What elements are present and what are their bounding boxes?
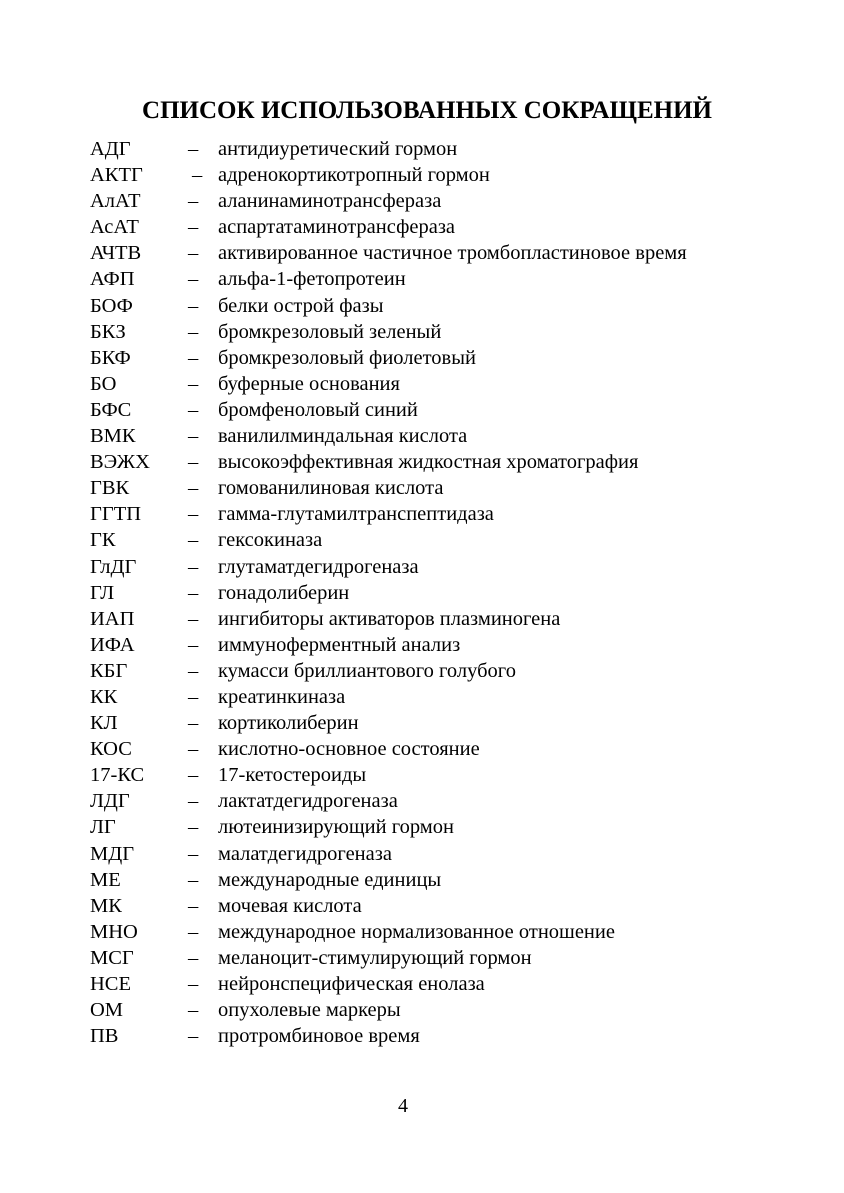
abbreviation-entry	[90, 867, 780, 893]
abbreviation-entry	[90, 788, 780, 814]
abbreviation-term: ГВК	[90, 477, 130, 500]
abbreviation-definition: международное нормализованное отношение	[218, 920, 615, 943]
abbreviation-term: ВМК	[90, 425, 136, 448]
abbreviation-definition: мочевая кислота	[218, 894, 362, 917]
abbreviation-term: АКТГ	[90, 164, 143, 187]
abbreviation-entry	[90, 893, 780, 919]
abbreviation-dash: –	[188, 398, 199, 421]
abbreviation-term: МНО	[90, 920, 138, 943]
abbreviation-definition: гамма-глутамилтранспептидаза	[218, 503, 494, 526]
abbreviation-dash: –	[188, 738, 199, 761]
abbreviation-entry	[90, 501, 780, 527]
abbreviation-term: ОМ	[90, 999, 124, 1022]
abbreviation-entry	[90, 214, 780, 240]
abbreviation-definition: 17-кетостероиды	[218, 764, 367, 787]
abbreviation-definition: белки острой фазы	[218, 294, 384, 317]
abbreviation-term: МК	[90, 894, 122, 917]
abbreviation-definition: международные единицы	[218, 868, 442, 891]
abbreviation-term: АсАТ	[90, 216, 139, 239]
abbreviation-dash: –	[188, 425, 199, 448]
abbreviation-dash: –	[188, 477, 199, 500]
abbreviation-definition: иммуноферментный анализ	[218, 633, 461, 656]
abbreviation-dash: –	[188, 1025, 199, 1048]
abbreviation-dash: –	[188, 842, 199, 865]
abbreviation-entry	[90, 293, 780, 319]
abbreviation-dash: –	[188, 790, 199, 813]
abbreviation-term: АФП	[90, 268, 135, 291]
abbreviation-entry	[90, 632, 780, 658]
abbreviation-dash: –	[188, 946, 199, 969]
abbreviation-entry	[90, 658, 780, 684]
abbreviation-entry	[90, 240, 780, 266]
abbreviation-entry	[90, 814, 780, 840]
abbreviation-entry	[90, 397, 780, 423]
abbreviation-definition: опухолевые маркеры	[218, 999, 401, 1022]
abbreviation-term: БКФ	[90, 346, 131, 369]
abbreviation-dash: –	[188, 868, 199, 891]
abbreviation-definition: буферные основания	[218, 372, 400, 395]
abbreviation-definition: ванилилминдальная кислота	[218, 425, 468, 448]
abbreviation-term: КЛ	[90, 712, 118, 735]
abbreviation-dash: –	[192, 164, 203, 187]
abbreviation-dash: –	[188, 451, 199, 474]
abbreviation-term: БКЗ	[90, 320, 126, 343]
abbreviation-dash: –	[188, 607, 199, 630]
abbreviation-dash: –	[188, 659, 199, 682]
abbreviation-term: БОФ	[90, 294, 133, 317]
abbreviation-dash: –	[188, 529, 199, 552]
abbreviation-definition: кумасси бриллиантового голубого	[218, 659, 516, 682]
abbreviation-dash: –	[188, 764, 199, 787]
abbreviation-dash: –	[188, 999, 199, 1022]
abbreviation-term: ГлДГ	[90, 555, 137, 578]
abbreviation-term: ИФА	[90, 633, 135, 656]
abbreviation-entry	[90, 319, 780, 345]
abbreviation-definition: лютеинизирующий гормон	[218, 816, 454, 839]
abbreviation-entry	[90, 188, 780, 214]
abbreviation-definition: бромкрезоловый зеленый	[218, 320, 442, 343]
page-title: СПИСОК ИСПОЛЬЗОВАННЫХ СОКРАЩЕНИЙ	[142, 96, 712, 124]
abbreviation-definition: кортиколиберин	[218, 712, 359, 735]
abbreviation-definition: лактатдегидрогеназа	[218, 790, 398, 813]
abbreviation-entry	[90, 266, 780, 292]
abbreviation-term: КК	[90, 685, 118, 708]
abbreviation-definition: антидиуретический гормон	[218, 138, 458, 160]
abbreviation-definition: альфа-1-фетопротеин	[218, 268, 406, 291]
abbreviation-entry	[90, 841, 780, 867]
abbreviation-dash: –	[188, 216, 199, 239]
abbreviation-term: АДГ	[90, 138, 131, 160]
abbreviation-definition: гексокиназа	[218, 529, 323, 552]
abbreviation-dash: –	[188, 138, 199, 160]
abbreviation-list	[90, 136, 780, 1049]
abbreviation-term: ЛДГ	[90, 790, 130, 813]
abbreviation-term: БО	[90, 372, 117, 395]
abbreviation-dash: –	[188, 816, 199, 839]
abbreviation-definition: бромкрезоловый фиолетовый	[218, 346, 476, 369]
abbreviation-definition: креатинкиназа	[218, 685, 346, 708]
abbreviation-dash: –	[188, 555, 199, 578]
abbreviation-definition: аспартатаминотрансфераза	[218, 216, 456, 239]
abbreviation-definition: малатдегидрогеназа	[218, 842, 392, 865]
abbreviation-entry	[90, 997, 780, 1023]
abbreviation-entry	[90, 449, 780, 475]
abbreviation-entry	[90, 1023, 780, 1049]
abbreviation-definition: адренокортикотропный гормон	[218, 164, 490, 187]
abbreviation-entry	[90, 710, 780, 736]
abbreviation-entry	[90, 345, 780, 371]
abbreviation-term: 17-КС	[90, 764, 145, 787]
abbreviation-entry	[90, 162, 780, 188]
abbreviation-entry	[90, 762, 780, 788]
abbreviation-term: ИАП	[90, 607, 135, 630]
abbreviation-entry	[90, 423, 780, 449]
abbreviation-entry	[90, 736, 780, 762]
abbreviation-definition: бромфеноловый синий	[218, 398, 418, 421]
abbreviation-definition: гомованилиновая кислота	[218, 477, 444, 500]
abbreviation-entry	[90, 684, 780, 710]
abbreviation-definition: протромбиновое время	[218, 1025, 420, 1048]
abbreviation-definition: нейронспецифическая енолаза	[218, 973, 485, 995]
abbreviation-dash: –	[188, 973, 199, 995]
abbreviation-dash: –	[188, 268, 199, 291]
page-number: 4	[398, 1095, 408, 1117]
abbreviation-term: БФС	[90, 398, 132, 421]
abbreviation-dash: –	[188, 372, 199, 395]
abbreviation-dash: –	[188, 190, 199, 213]
abbreviation-term: МСГ	[90, 946, 134, 969]
abbreviation-term: ВЭЖХ	[90, 451, 150, 474]
abbreviation-term: ГГТП	[90, 503, 142, 526]
abbreviation-dash: –	[188, 894, 199, 917]
abbreviation-term: АЧТВ	[90, 242, 142, 265]
abbreviation-dash: –	[188, 503, 199, 526]
abbreviation-dash: –	[188, 581, 199, 604]
abbreviation-dash: –	[188, 920, 199, 943]
abbreviation-entry	[90, 971, 780, 997]
abbreviation-definition: аланинаминотрансфераза	[218, 190, 442, 213]
abbreviation-entry	[90, 527, 780, 553]
abbreviation-entry	[90, 475, 780, 501]
abbreviation-term: МЕ	[90, 868, 121, 891]
abbreviation-definition: кислотно-основное состояние	[218, 738, 480, 761]
abbreviation-definition: глутаматдегидрогеназа	[218, 555, 419, 578]
abbreviation-dash: –	[188, 712, 199, 735]
abbreviation-term: ГК	[90, 529, 116, 552]
abbreviation-term: ЛГ	[90, 816, 116, 839]
abbreviation-term: КОС	[90, 738, 132, 761]
abbreviation-term: КБГ	[90, 659, 128, 682]
abbreviation-entry	[90, 371, 780, 397]
abbreviation-term: ПВ	[90, 1025, 119, 1048]
abbreviation-definition: высокоэффективная жидкостная хроматография	[218, 451, 639, 474]
abbreviation-term: ГЛ	[90, 581, 115, 604]
abbreviation-term: АлАТ	[90, 190, 141, 213]
abbreviation-entry	[90, 554, 780, 580]
abbreviation-term: НСЕ	[90, 973, 131, 995]
abbreviation-entry	[90, 136, 780, 162]
abbreviation-dash: –	[188, 242, 199, 265]
abbreviation-entry	[90, 606, 780, 632]
abbreviation-dash: –	[188, 685, 199, 708]
abbreviation-definition: гонадолиберин	[218, 581, 350, 604]
abbreviation-definition: ингибиторы активаторов плазминогена	[218, 607, 561, 630]
abbreviation-definition: активированное частичное тромбопластиновое время	[218, 242, 687, 265]
abbreviation-entry	[90, 919, 780, 945]
abbreviation-dash: –	[188, 633, 199, 656]
abbreviation-dash: –	[188, 294, 199, 317]
abbreviation-term: МДГ	[90, 842, 135, 865]
abbreviation-entry	[90, 945, 780, 971]
abbreviation-dash: –	[188, 320, 199, 343]
abbreviation-dash: –	[188, 346, 199, 369]
abbreviation-entry	[90, 580, 780, 606]
abbreviation-definition: меланоцит-стимулирующий гормон	[218, 946, 532, 969]
